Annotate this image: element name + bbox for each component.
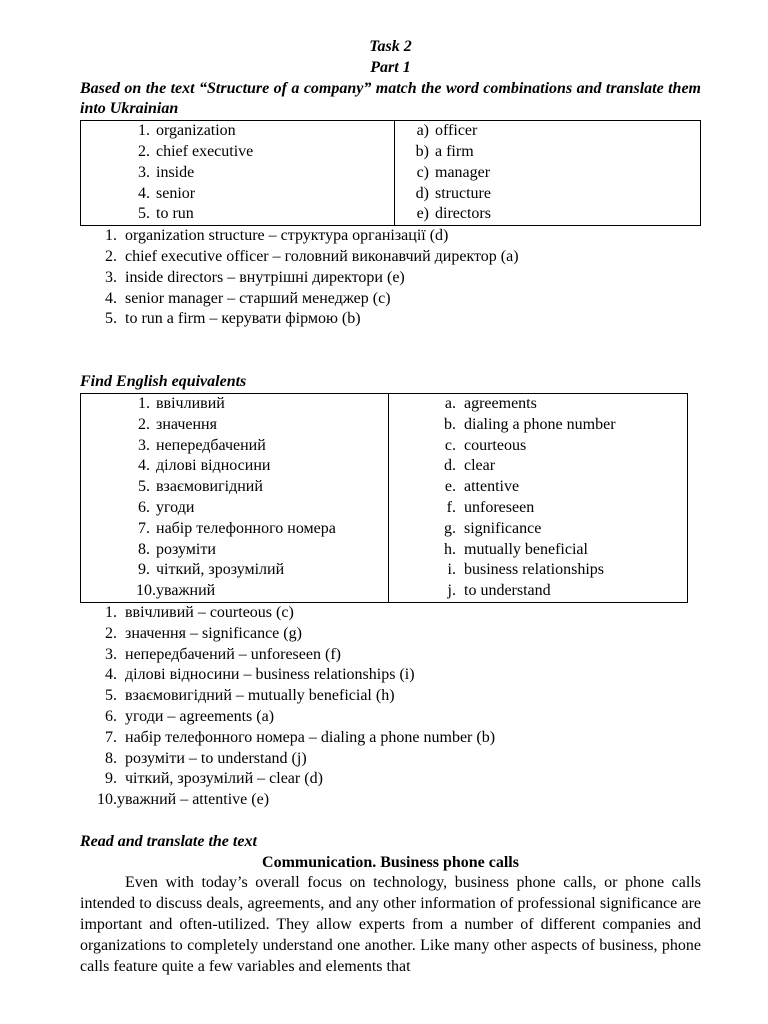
list-item: d. clear [444, 457, 496, 475]
list-item: 1. ввічливий – courteous (c) [105, 603, 294, 621]
list-item: b. dialing a phone number [444, 415, 616, 433]
section3-heading: Read and translate the text [80, 832, 257, 850]
list-item: 10. уважний – attentive (e) [97, 791, 270, 809]
list-item: 4. senior manager – старший менеджер (c) [105, 289, 391, 307]
section2-match-table [80, 393, 688, 603]
section2-heading: Find English equivalents [80, 373, 247, 391]
list-item: 5. взаємовигідний [138, 478, 263, 496]
list-item: f. unforeseen [446, 498, 535, 516]
list-item: a. agreements [444, 394, 537, 412]
part-title: Part 1 [370, 58, 411, 76]
list-item: c. courteous [444, 436, 527, 454]
section1-right-column [395, 121, 701, 226]
list-item: 6. угоди – agreements (a) [105, 707, 275, 725]
list-item: 8. розуміти – to understand (j) [105, 749, 307, 767]
list-item: 6. угоди [138, 498, 195, 516]
list-item: 2. значення [138, 415, 217, 433]
section1-match-table [80, 120, 701, 226]
list-item: 4. senior [138, 184, 196, 202]
list-item: 3. inside directors – внутрішні директори (e) [105, 268, 405, 286]
list-item: a) officer [416, 122, 478, 140]
list-item: 1. ввічливий [138, 394, 225, 412]
list-item: g. significance [444, 519, 542, 537]
list-item: b) a firm [415, 142, 474, 160]
list-item: 5. to run a firm – керувати фірмою (b) [105, 310, 361, 328]
list-item: 9. чіткий, зрозумілий [138, 561, 285, 579]
document-page [80, 37, 701, 977]
list-item: 5. взаємовигідний – mutually beneficial (h) [105, 687, 395, 705]
section1-instruction: Based on the text “Structure of a company” match the word combinations and translate them into Ukrainian [80, 79, 701, 118]
list-item: 2. значення – significance (g) [105, 624, 302, 642]
list-item: 1. organization [138, 122, 236, 140]
section2-left-column [81, 393, 389, 602]
task-title: Task 2 [369, 38, 412, 55]
list-item: 2. chief executive officer – головний виконавчий директор (a) [105, 247, 519, 265]
list-item: h. mutually beneficial [444, 540, 588, 558]
section1-left-column [81, 121, 395, 226]
list-item: j. to understand [447, 582, 551, 600]
list-item: 3. непередбачений [138, 436, 266, 454]
list-item: i. business relationships [447, 561, 604, 579]
list-item: 5. to run [138, 205, 194, 223]
list-item: 1. organization structure – структура організації (d) [105, 227, 449, 245]
list-item: 4. ділові відносини – business relationships (i) [105, 666, 415, 684]
list-item: 2. chief executive [138, 142, 254, 160]
section2-answers [80, 603, 701, 811]
list-item: 3. inside [138, 163, 195, 181]
list-item: 7. набір телефонного номера – dialing a phone number (b) [105, 728, 496, 746]
list-item: 7. набір телефонного номера [138, 519, 336, 537]
list-item: 9. чіткий, зрозумілий – clear (d) [105, 770, 323, 788]
list-item: e. attentive [444, 478, 520, 496]
list-item: d) structure [415, 184, 491, 202]
text-paragraph: Even with today’s overall focus on technology, business phone calls, or phone calls intended to discuss deals, agreements, and any other information of professional significance are important and often-utilized. They allow experts from a number of different companies and organizations to completely understand one another. Like many other aspects of business, phone calls feature quite a few variables and elements that [80, 874, 701, 975]
list-item: c) manager [416, 163, 491, 181]
text-title: Communication. Business phone calls [262, 853, 519, 871]
list-item: e) directors [416, 205, 491, 223]
list-item: 10. уважний [136, 582, 216, 600]
section1-answers [80, 226, 701, 330]
section2-right-column [389, 393, 688, 602]
list-item: 4. ділові відносини [138, 457, 271, 475]
list-item: 3. непередбачений – unforeseen (f) [105, 645, 341, 663]
list-item: 8. розуміти [138, 540, 216, 558]
